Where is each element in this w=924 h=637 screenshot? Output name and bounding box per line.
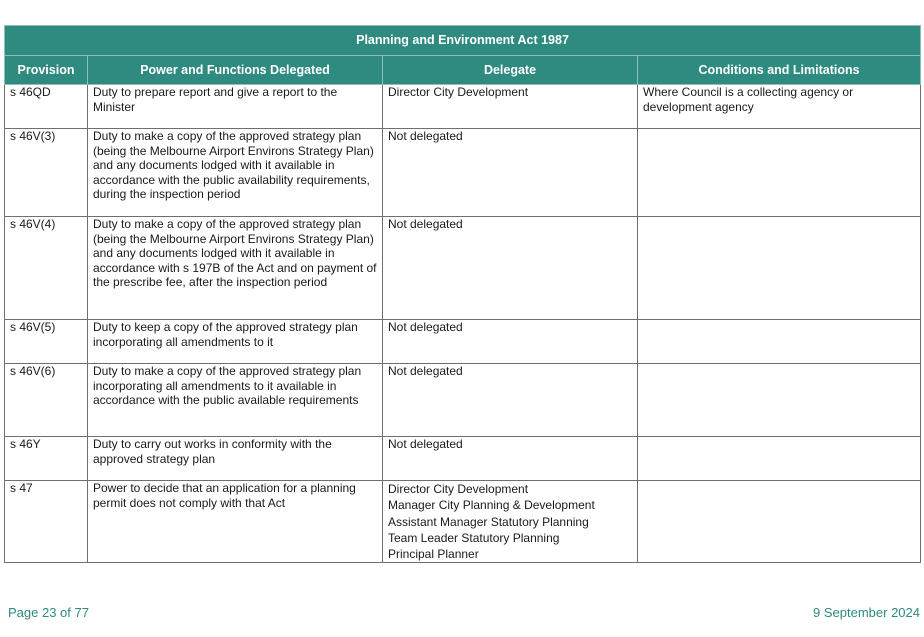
delegate-name: Team Leader Statutory Planning: [388, 530, 560, 545]
power-cell: Duty to make a copy of the approved strategy plan (being the Melbourne Airport Environs Strategy Plan) and any documents lodged with it available in accordance with s 197B of the Act and on payment of the prescribe fee, after the inspection period: [88, 217, 383, 320]
provision-cell: s 46QD: [5, 85, 88, 129]
conditions-cell: [638, 364, 921, 437]
delegate-cell: [383, 481, 638, 563]
act-title: Planning and Environment Act 1987: [5, 26, 921, 56]
delegate-cell: [383, 129, 638, 217]
table-row: [5, 217, 921, 320]
document-date: 9 September 2024: [813, 605, 920, 620]
column-header-row: [5, 56, 921, 85]
table-row: [5, 437, 921, 481]
delegate-name: Not delegated: [388, 320, 463, 334]
delegate-name: Not delegated: [388, 437, 463, 451]
delegate-cell: [383, 364, 638, 437]
conditions-cell: [638, 129, 921, 217]
delegate-name: Director City Development: [388, 482, 529, 496]
power-cell: Duty to keep a copy of the approved strategy plan incorporating all amendments to it: [88, 320, 383, 364]
provision-cell: s 46V(4): [5, 217, 88, 320]
page-number: Page 23 of 77: [8, 605, 89, 620]
table-row: [5, 320, 921, 364]
header-delegate: Delegate: [383, 56, 638, 85]
header-conditions: Conditions and Limitations: [638, 56, 921, 85]
provision-cell: s 47: [5, 481, 88, 563]
delegate-name: Director City Development: [388, 85, 529, 99]
table-row: [5, 481, 921, 563]
conditions-cell: Where Council is a collecting agency or development agency: [638, 85, 921, 129]
conditions-cell: [638, 481, 921, 563]
header-provision: Provision: [5, 56, 88, 85]
delegate-name: Manager City Planning & Development: [388, 498, 595, 513]
delegate-name: Principal Planner: [388, 547, 479, 562]
header-power: Power and Functions Delegated: [88, 56, 383, 85]
delegate-name: Not delegated: [388, 129, 463, 143]
delegate-name: Not delegated: [388, 217, 463, 231]
delegate-cell: [383, 85, 638, 129]
delegate-cell: [383, 217, 638, 320]
provision-cell: s 46V(3): [5, 129, 88, 217]
power-cell: Duty to make a copy of the approved strategy plan incorporating all amendments to it available in accordance with the public available requirements: [88, 364, 383, 437]
delegate-cell: [383, 320, 638, 364]
conditions-cell: [638, 437, 921, 481]
provision-cell: s 46V(5): [5, 320, 88, 364]
conditions-cell: [638, 320, 921, 364]
table-row: [5, 129, 921, 217]
act-title-row: [5, 26, 921, 56]
provision-cell: s 46Y: [5, 437, 88, 481]
power-cell: Duty to prepare report and give a report to the Minister: [88, 85, 383, 129]
power-cell: Duty to carry out works in conformity with the approved strategy plan: [88, 437, 383, 481]
table-row: [5, 85, 921, 129]
delegate-name: Not delegated: [388, 364, 463, 378]
delegate-name: Assistant Manager Statutory Planning: [388, 514, 589, 529]
provision-cell: s 46V(6): [5, 364, 88, 437]
delegate-cell: [383, 437, 638, 481]
power-cell: Power to decide that an application for a planning permit does not comply with that Act: [88, 481, 383, 563]
conditions-cell: [638, 217, 921, 320]
delegation-table: [4, 25, 921, 563]
table-row: [5, 364, 921, 437]
power-cell: Duty to make a copy of the approved strategy plan (being the Melbourne Airport Environs Strategy Plan) and any documents lodged with it available in accordance with the public availability requirements, during the inspection period: [88, 129, 383, 217]
